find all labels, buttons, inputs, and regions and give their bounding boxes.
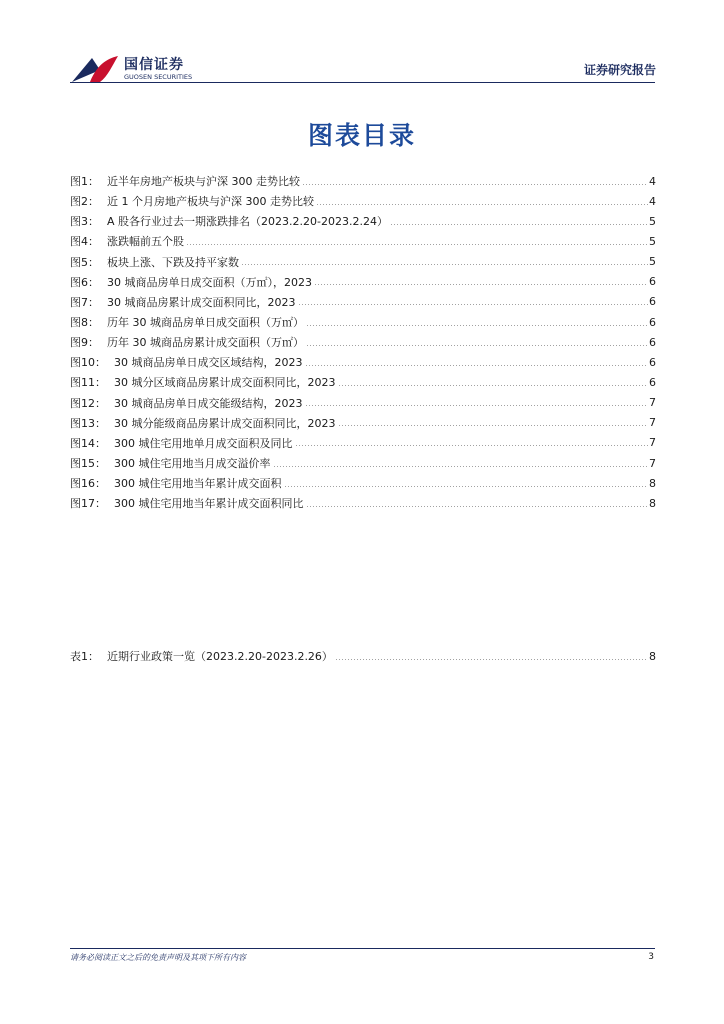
toc-entry-title: 30 城商品房单日成交能级结构，2023 [114, 396, 303, 410]
toc-entry-label: 图2： [70, 195, 99, 209]
toc-entry-label: 表1： [70, 650, 99, 664]
toc-entry[interactable] [70, 191, 655, 211]
toc-entry-label: 图13： [70, 416, 106, 430]
guosen-logo [70, 52, 205, 86]
toc-entry-label: 图17： [70, 497, 106, 511]
toc-entry[interactable] [70, 433, 655, 453]
toc-entry-page: 6 [649, 275, 656, 289]
toc-dot-leader [186, 244, 648, 245]
toc-entry-title: 历年 30 城商品房单日成交面积（万㎡） [107, 316, 304, 330]
guosen-logo-icon [70, 52, 120, 86]
toc-entry-label: 图15： [70, 457, 106, 471]
toc-dot-leader [390, 224, 648, 225]
toc-entry-page: 4 [649, 174, 656, 188]
toc-entry-label: 图11： [70, 376, 106, 390]
toc-entry[interactable] [70, 231, 655, 251]
toc-entry[interactable] [70, 413, 655, 433]
toc-dot-leader [306, 325, 648, 326]
toc-dot-leader [306, 506, 649, 507]
toc-entry-title: 300 城住宅用地当年累计成交面积 [114, 477, 282, 491]
toc-entry-title: 30 城商品房单日成交区域结构，2023 [114, 356, 303, 370]
disclaimer-note: 请务必阅读正文之后的免责声明及其项下所有内容 [70, 953, 246, 962]
footer-divider [70, 948, 655, 949]
toc-entry-page: 8 [649, 649, 656, 663]
toc-entry-page: 7 [649, 436, 656, 450]
toc-entry-page: 6 [649, 315, 656, 329]
toc-entry-label: 图5： [70, 255, 99, 269]
toc-entry-label: 图12： [70, 396, 106, 410]
toc-dot-leader [295, 445, 649, 446]
toc-entry-page: 5 [649, 255, 656, 269]
header-divider [70, 82, 655, 83]
toc-entry-title: A 股各行业过去一期涨跌排名（2023.2.20-2023.2.24） [107, 215, 388, 229]
logo-english-name: GUOSEN SECURITIES [124, 73, 193, 81]
toc-dot-leader [302, 184, 648, 185]
toc-entry-title: 历年 30 城商品房累计成交面积（万㎡） [107, 336, 304, 350]
toc-entry-page: 5 [649, 214, 656, 228]
toc-entry[interactable] [70, 352, 655, 372]
toc-entry-title: 板块上涨、下跌及持平家数 [107, 255, 239, 269]
toc-entry-label: 图8： [70, 316, 99, 330]
toc-entry[interactable] [70, 473, 655, 493]
toc-entry[interactable] [70, 171, 655, 191]
toc-entry-title: 近期行业政策一览（2023.2.20-2023.2.26） [107, 650, 333, 664]
toc-entry-title: 30 城商品房累计成交面积同比，2023 [107, 295, 296, 309]
toc-entry-page: 7 [649, 456, 656, 470]
toc-entry-title: 30 城商品房单日成交面积（万㎡），2023 [107, 275, 312, 289]
toc-entry-title: 30 城分区域商品房累计成交面积同比，2023 [114, 376, 336, 390]
toc-entry-page: 8 [649, 476, 656, 490]
toc-dot-leader [305, 365, 649, 366]
toc-entry[interactable] [70, 292, 655, 312]
toc-entry[interactable] [70, 332, 655, 352]
toc-entry-page: 6 [649, 335, 656, 349]
toc-entry-label: 图10： [70, 356, 106, 370]
toc-entry-page: 5 [649, 234, 656, 248]
toc-entry-page: 6 [649, 295, 656, 309]
toc-entry[interactable] [70, 393, 655, 413]
toc-dot-leader [305, 405, 649, 406]
toc-entry-title: 300 城住宅用地当年累计成交面积同比 [114, 497, 304, 511]
toc-entry-label: 图3： [70, 215, 99, 229]
figure-toc-list [70, 171, 655, 513]
toc-entry-page: 7 [649, 416, 656, 430]
toc-dot-leader [306, 345, 648, 346]
toc-entry[interactable] [70, 211, 655, 231]
toc-dot-leader [316, 204, 648, 205]
toc-entry-page: 8 [649, 496, 656, 510]
toc-entry-label: 图14： [70, 436, 106, 450]
toc-entry-title: 近半年房地产板块与沪深 300 走势比较 [107, 175, 300, 189]
toc-entry-label: 图7： [70, 295, 99, 309]
toc-dot-leader [314, 284, 648, 285]
toc-entry-title: 30 城分能级商品房累计成交面积同比，2023 [114, 416, 336, 430]
page-title: 图表目录 [307, 121, 416, 150]
toc-dot-leader [241, 264, 648, 265]
toc-entry-title: 近 1 个月房地产板块与沪深 300 走势比较 [107, 195, 314, 209]
toc-entry[interactable] [70, 493, 655, 513]
toc-entry[interactable] [70, 453, 655, 473]
toc-dot-leader [338, 425, 649, 426]
toc-entry[interactable] [70, 312, 655, 332]
logo-chinese-name: 国信证券 [124, 57, 184, 73]
toc-entry-page: 6 [649, 375, 656, 389]
toc-entry-title: 300 城住宅用地当月成交溢价率 [114, 457, 271, 471]
toc-entry-page: 6 [649, 355, 656, 369]
toc-dot-leader [298, 304, 649, 305]
toc-entry[interactable] [70, 646, 655, 666]
toc-dot-leader [284, 486, 649, 487]
toc-entry-page: 4 [649, 194, 656, 208]
toc-dot-leader [335, 659, 648, 660]
toc-dot-leader [338, 385, 649, 386]
toc-entry-label: 图6： [70, 275, 99, 289]
table-toc-list [70, 646, 655, 666]
report-type-label: 证券研究报告 [583, 63, 656, 77]
toc-entry-label: 图9： [70, 336, 99, 350]
toc-entry[interactable] [70, 372, 655, 392]
toc-entry-title: 涨跌幅前五个股 [107, 235, 184, 249]
toc-entry[interactable] [70, 252, 655, 272]
toc-entry-label: 图16： [70, 477, 106, 491]
toc-entry-title: 300 城住宅用地单月成交面积及同比 [114, 436, 293, 450]
toc-dot-leader [273, 466, 649, 467]
toc-entry-page: 7 [649, 396, 656, 410]
page-number: 3 [648, 952, 654, 962]
toc-entry-label: 图1： [70, 175, 99, 189]
toc-entry-label: 图4： [70, 235, 99, 249]
toc-entry[interactable] [70, 272, 655, 292]
